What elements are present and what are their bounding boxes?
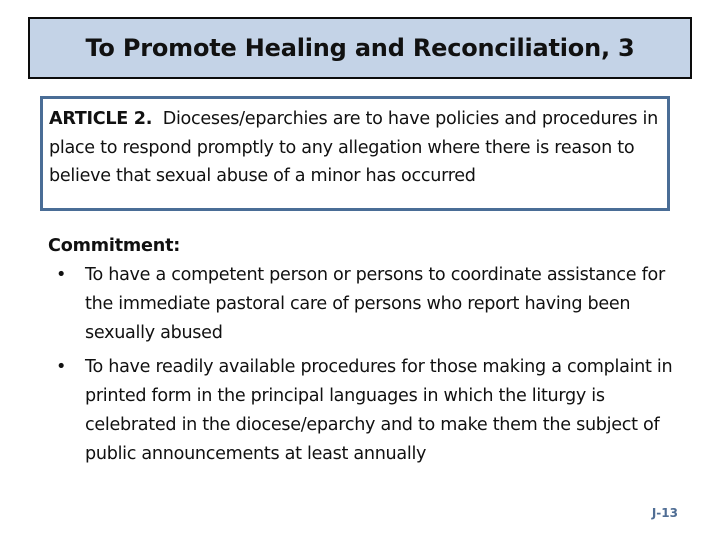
article-box <box>40 96 670 211</box>
list-item <box>48 353 698 469</box>
bullet-text: To have a competent person or persons to coordinate assistance for the immediate pastoral care of persons who report having been sexually abused <box>85 265 665 343</box>
commitment-heading: Commitment: <box>48 236 181 256</box>
article-label: ARTICLE 2. <box>49 109 153 129</box>
bullet-icon: • <box>56 265 67 285</box>
commitment-section <box>48 232 698 469</box>
list-item <box>48 261 698 348</box>
commitment-list <box>48 261 698 469</box>
slide-number: J-13 <box>651 506 678 520</box>
title-banner <box>28 17 692 79</box>
bullet-text: To have readily available procedures for those making a complaint in printed form in the principal languages in which the liturgy is celebrated in the diocese/eparchy and to make them the subject of public announcements at least annually <box>85 357 673 464</box>
slide-title: To Promote Healing and Reconciliation, 3 <box>85 34 635 62</box>
bullet-icon: • <box>56 357 67 377</box>
article-text: Dioceses/eparchies are to have policies and procedures in place to respond promptly to any allegation where there is reason to believe that sexual abuse of a minor has occurred <box>49 109 658 186</box>
